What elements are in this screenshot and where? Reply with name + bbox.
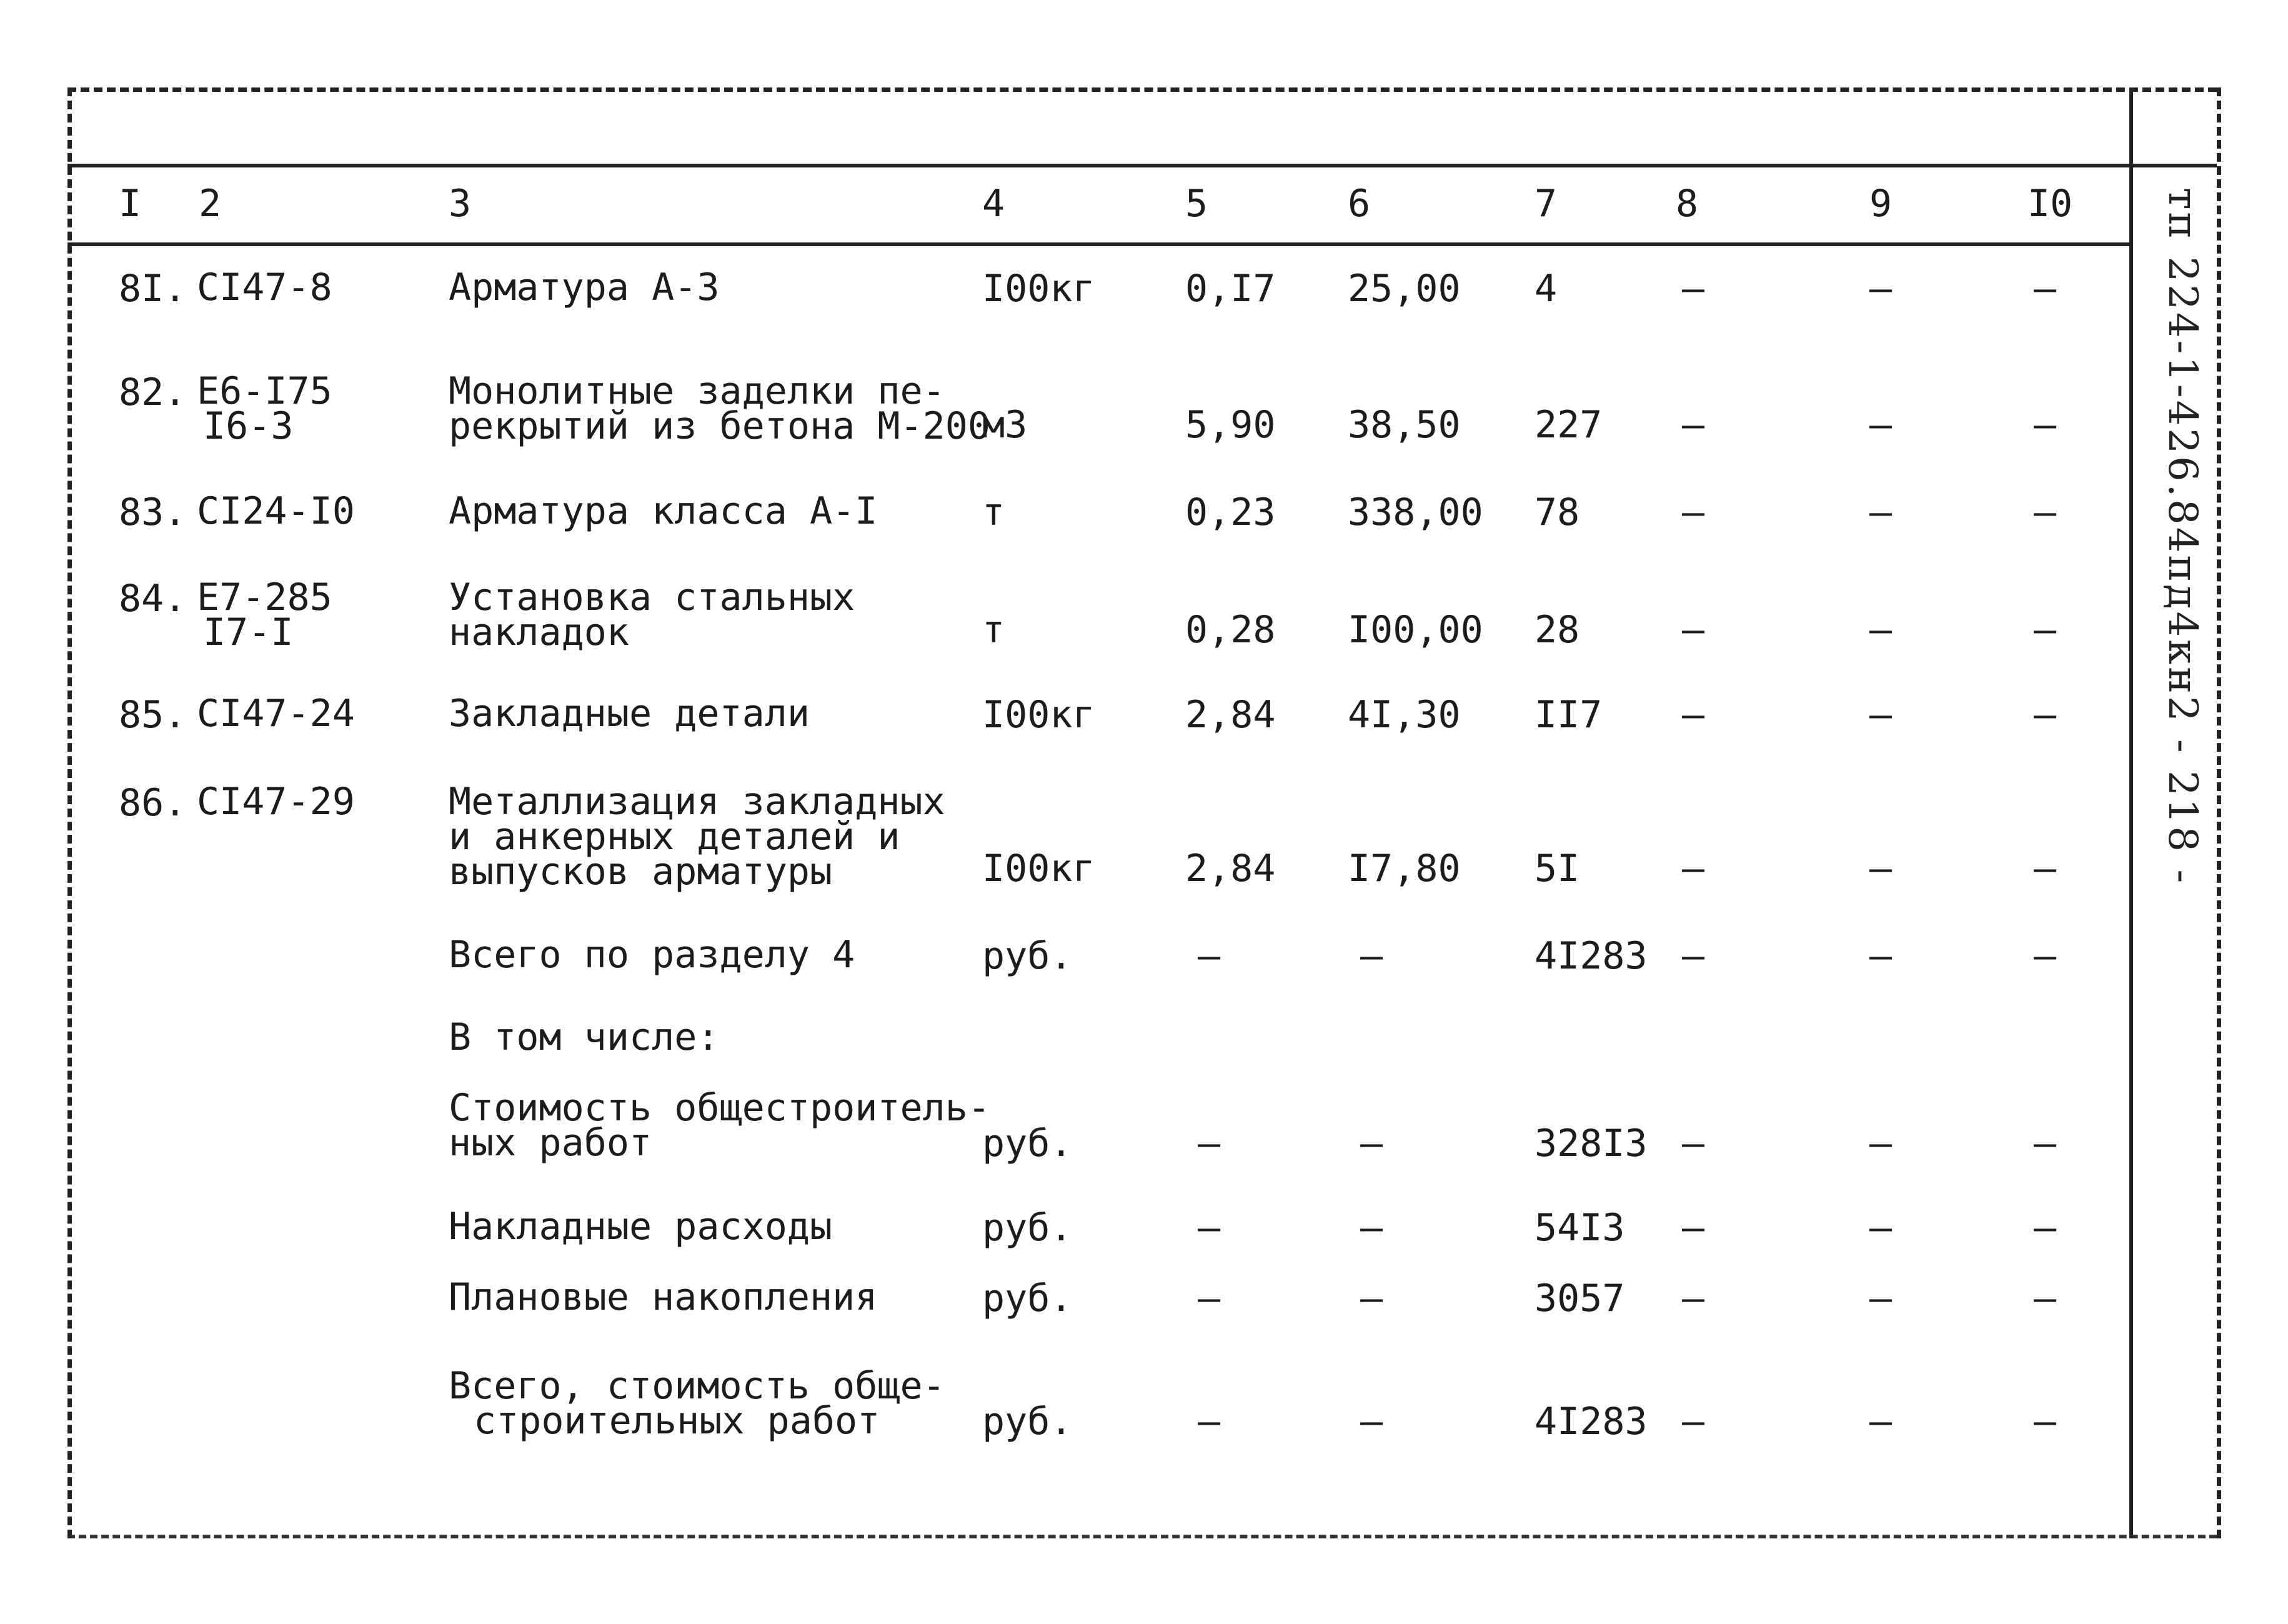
code-line: CI47-8 [197, 266, 332, 309]
row-number: 8I. [119, 267, 187, 311]
row-col-8: – [1682, 693, 1705, 737]
summary-col-9: – [1869, 1277, 1893, 1320]
code-line: CI47-29 [197, 780, 355, 824]
row-col-6: 4I,30 [1348, 693, 1461, 737]
row-code [197, 266, 332, 309]
summary-col-5: – [1198, 1206, 1221, 1250]
header-top-rule [67, 164, 2217, 167]
row-col-5: 0,I7 [1185, 267, 1276, 311]
summary-col-9: – [1869, 1206, 1893, 1250]
row-col-9: – [1869, 267, 1893, 311]
header-col-4: 4 [982, 182, 1005, 226]
row-code [197, 575, 332, 654]
summary-name [449, 1015, 720, 1059]
row-col-7: 78 [1534, 491, 1580, 534]
row-col-9: – [1869, 693, 1893, 737]
summary-col-7: 3057 [1534, 1277, 1625, 1320]
header-col-6: 6 [1348, 182, 1371, 226]
row-name [449, 266, 720, 309]
summary-col-8: – [1682, 1122, 1705, 1165]
summary-col-7: 54I3 [1534, 1206, 1625, 1250]
row-col-9: – [1869, 608, 1893, 652]
summary-col-6: – [1360, 1206, 1383, 1250]
summary-col-7: 328I3 [1534, 1122, 1648, 1165]
row-col-7: 4 [1534, 267, 1558, 311]
code-line: I7-I [203, 610, 294, 654]
header-col-1: I [119, 182, 142, 226]
summary-col-6: – [1360, 1277, 1383, 1320]
row-col-8: – [1682, 267, 1705, 311]
row-col-5: 0,28 [1185, 608, 1276, 652]
row-number: 84. [119, 577, 187, 620]
summary-col-9: – [1869, 1400, 1893, 1443]
name-line: Установка стальных [449, 575, 855, 619]
row-number: 82. [119, 371, 187, 414]
name-line: Всего, стоимость обще- [449, 1364, 945, 1408]
summary-unit: руб. [982, 1400, 1073, 1443]
name-line: Стоимость общестроитель- [449, 1086, 990, 1130]
row-code [197, 780, 355, 824]
header-col-9: 9 [1869, 182, 1893, 226]
name-line: строительных работ [474, 1399, 880, 1443]
stamp-column-divider [2129, 87, 2133, 1538]
summary-col-8: – [1682, 934, 1705, 978]
code-line: CI47-24 [197, 692, 355, 735]
code-line: Е7-285 [197, 575, 332, 619]
summary-col-6: – [1360, 934, 1383, 978]
summary-name [449, 1364, 945, 1443]
row-col-7: 227 [1534, 403, 1603, 447]
row-code [197, 692, 355, 735]
row-unit: I00кг [982, 693, 1095, 737]
row-col-7: 28 [1534, 608, 1580, 652]
name-line: Накладные расходы [449, 1205, 833, 1248]
row-col-5: 2,84 [1185, 693, 1276, 737]
name-line: Металлизация закладных [449, 780, 945, 824]
row-col-7: II7 [1534, 693, 1603, 737]
header-col-5: 5 [1185, 182, 1208, 226]
row-col-6: I00,00 [1348, 608, 1483, 652]
row-col-9: – [1869, 403, 1893, 447]
summary-col-5: – [1198, 1277, 1221, 1320]
name-line: накладок [449, 610, 629, 654]
code-line: CI24-I0 [197, 489, 355, 533]
summary-col-8: – [1682, 1206, 1705, 1250]
summary-col-10: – [2034, 1400, 2057, 1443]
row-name [449, 780, 945, 894]
name-line: Всего по разделу 4 [449, 933, 855, 977]
row-col-7: 5I [1534, 847, 1580, 890]
row-col-10: – [2034, 267, 2057, 311]
summary-name [449, 1086, 990, 1165]
summary-col-8: – [1682, 1277, 1705, 1320]
summary-col-6: – [1360, 1400, 1383, 1443]
summary-col-9: – [1869, 934, 1893, 978]
row-col-5: 5,90 [1185, 403, 1276, 447]
name-line: Арматура А-3 [449, 266, 720, 309]
row-col-6: 338,00 [1348, 491, 1483, 534]
summary-col-10: – [2034, 934, 2057, 978]
code-line: Е6-I75 [197, 369, 332, 413]
summary-col-8: – [1682, 1400, 1705, 1443]
row-name [449, 692, 810, 735]
name-line: рекрытий из бетона М-200 [449, 404, 990, 448]
row-unit: I00кг [982, 847, 1095, 890]
row-col-9: – [1869, 491, 1893, 534]
name-line: Плановые накопления [449, 1275, 878, 1319]
name-line: ных работ [449, 1121, 652, 1165]
code-line: I6-3 [203, 404, 294, 448]
summary-name [449, 933, 855, 977]
row-number: 83. [119, 491, 187, 534]
summary-col-10: – [2034, 1122, 2057, 1165]
header-bottom-rule [67, 242, 2129, 246]
row-col-10: – [2034, 491, 2057, 534]
row-col-5: 0,23 [1185, 491, 1276, 534]
summary-col-5: – [1198, 1400, 1221, 1443]
row-col-10: – [2034, 847, 2057, 890]
document-stamp: тп 224-1-426.84пд4кн2 - 218 - [2159, 187, 2206, 886]
row-col-6: 25,00 [1348, 267, 1461, 311]
row-number: 85. [119, 693, 187, 737]
row-col-5: 2,84 [1185, 847, 1276, 890]
summary-col-6: – [1360, 1122, 1383, 1165]
frame-bottom-border [67, 1535, 2217, 1538]
row-code [197, 369, 332, 448]
row-unit: т [982, 491, 1005, 534]
name-line: Закладные детали [449, 692, 810, 735]
summary-unit: руб. [982, 1122, 1073, 1165]
summary-col-5: – [1198, 1122, 1221, 1165]
header-col-7: 7 [1534, 182, 1558, 226]
header-col-3: 3 [449, 182, 472, 226]
summary-unit: руб. [982, 1277, 1073, 1320]
row-col-8: – [1682, 847, 1705, 890]
name-line: Арматура класса А-I [449, 489, 878, 533]
frame-left-border [67, 87, 72, 1538]
row-col-10: – [2034, 403, 2057, 447]
row-unit: м3 [982, 403, 1028, 447]
row-unit: т [982, 608, 1005, 652]
row-name [449, 575, 855, 654]
header-col-2: 2 [199, 182, 222, 226]
summary-unit: руб. [982, 934, 1073, 978]
row-name [449, 369, 990, 448]
row-col-6: 38,50 [1348, 403, 1461, 447]
summary-col-10: – [2034, 1277, 2057, 1320]
frame-right-border [2217, 87, 2221, 1538]
row-col-8: – [1682, 403, 1705, 447]
row-unit: I00кг [982, 267, 1095, 311]
summary-col-7: 4I283 [1534, 934, 1648, 978]
summary-name [449, 1275, 878, 1319]
row-col-8: – [1682, 491, 1705, 534]
name-line: Монолитные заделки пе- [449, 369, 945, 413]
summary-unit: руб. [982, 1206, 1073, 1250]
row-col-6: I7,80 [1348, 847, 1461, 890]
row-col-9: – [1869, 847, 1893, 890]
name-line: выпусков арматуры [449, 850, 833, 894]
summary-col-5: – [1198, 934, 1221, 978]
row-number: 86. [119, 781, 187, 825]
summary-name [449, 1205, 833, 1248]
name-line: и анкерных деталей и [449, 815, 900, 859]
row-code [197, 489, 355, 533]
summary-col-9: – [1869, 1122, 1893, 1165]
header-col-10: I0 [2027, 182, 2073, 226]
row-col-8: – [1682, 608, 1705, 652]
frame-top-border [67, 87, 2217, 92]
summary-col-10: – [2034, 1206, 2057, 1250]
row-col-10: – [2034, 693, 2057, 737]
row-name [449, 489, 878, 533]
summary-col-7: 4I283 [1534, 1400, 1648, 1443]
name-line: В том числе: [449, 1015, 720, 1059]
row-col-10: – [2034, 608, 2057, 652]
header-col-8: 8 [1676, 182, 1699, 226]
